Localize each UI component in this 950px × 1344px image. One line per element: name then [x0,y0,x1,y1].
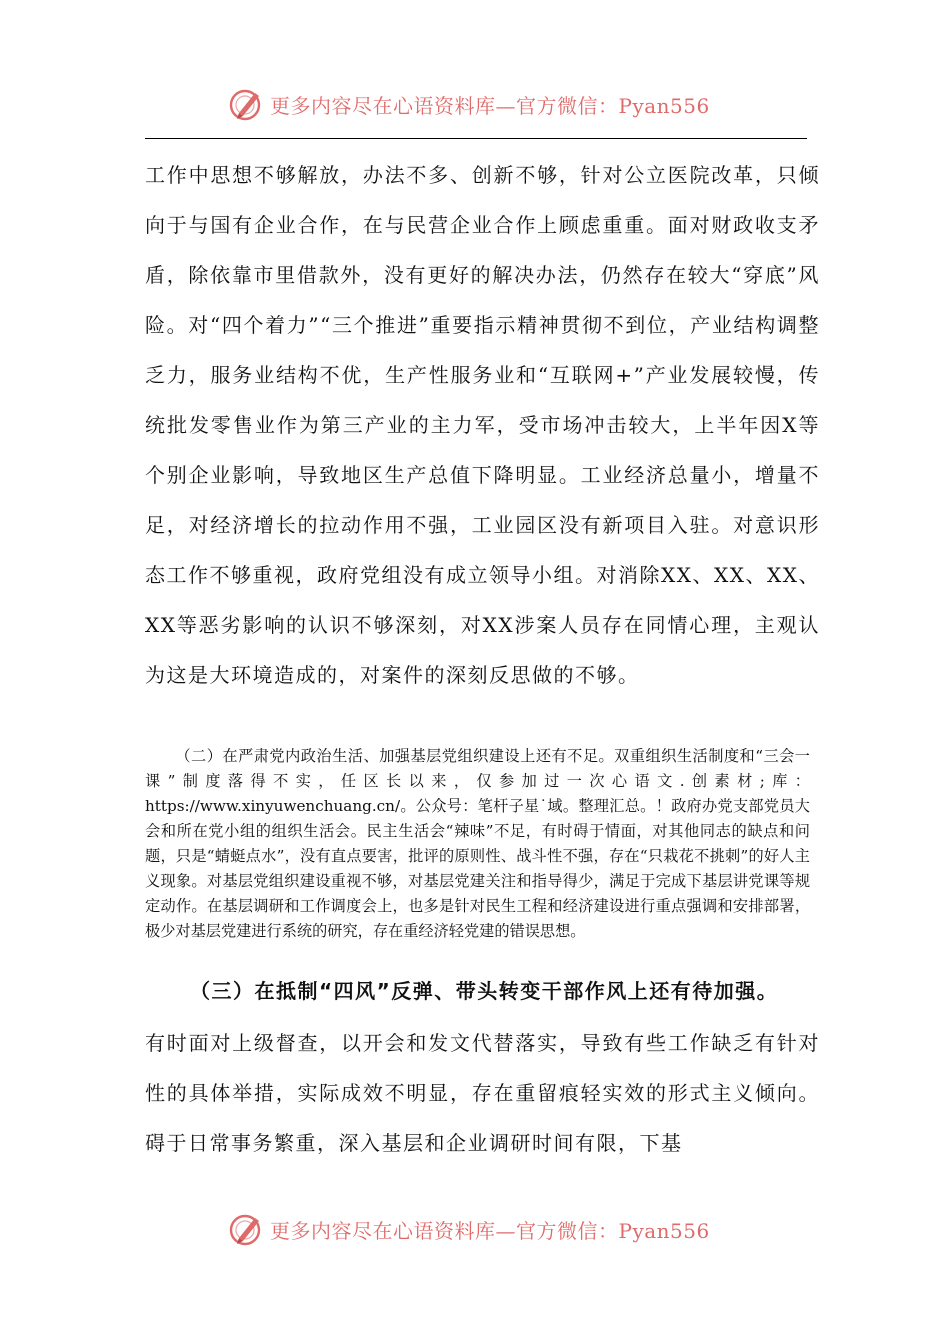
body-paragraph-continuation: 工作中思想不够解放，办法不多、创新不够，针对公立医院改革，只倾向于与国有企业合作，在与民营企业合作上顾虑重重。面对财政收支矛盾，除依靠市里借款外，没有更好的解决办法，仍然存在较大“穿底”风险。对“四个着力”“三个推进”重要指示精神贯彻不到位，产业结构调整乏力，服务业结构不优，生产性服务业和“互联网+”产业发展较慢，传统批发零售业作为第三产业的主力军，受市场冲击较大，上半年因X等个别企业影响，导致地区生产总值下降明显。工业经济总量小，增量不足，对经济增长的拉动作用不强，工业园区没有新项目入驻。对意识形态工作不够重视，政府党组没有成立领导小组。对消除XX、XX、XX、XX等恶劣影响的认识不够深刻，对XX涉案人员存在同情心理，主观认为这是大环境造成的，对案件的深刻反思做的不够。 [145,163,820,687]
section-two-paragraph: （二）在严肃党内政治生活、加强基层党组织建设上还有不足。双重组织生活制度和“三会一课”制度落得不实，任区长以来，仅参加过一次心语文.创素材;库：https://www.xinyuwenchuang.cn/。公众号：笔杆子星˙域。整理汇总。！政府办党支部党员大会和所在党小组的组织生活会。民主生活会“辣味”不足，有时碍于情面，对其他同志的缺点和问题，只是“蜻蜓点水”，没有直点要害，批评的原则性、战斗性不强，存在“只栽花不挑刺”的好人主义现象。对基层党组织建设重视不够，对基层党建关注和指导得少，满足于完成下基层讲党课等规定动作。在基层调研和工作调度会上，也多是针对民生工程和经济建设进行重点强调和安排部署，极少对基层党建进行系统的研究，存在重经济轻党建的错误思想。 [145,747,810,940]
header-banner [0,84,950,124]
section-three-heading: （三）在抵制“四风”反弹、带头转变干部作风上还有待加强。 [190,979,779,1003]
footer-banner-text: 更多内容尽在心语资料库—官方微信：Pyan556 [270,1218,710,1243]
header-banner-text: 更多内容尽在心语资料库—官方微信：Pyan556 [270,93,710,118]
header-divider [145,138,807,139]
footer-banner [0,1209,950,1249]
pen-on-circle-logo-icon [228,1211,264,1247]
section-three-paragraph: 有时面对上级督查，以开会和发文代替落实，导致有些工作缺乏有针对性的具体举措，实际成效不明显，存在重留痕轻实效的形式主义倾向。碍于日常事务繁重，深入基层和企业调研时间有限，下基 [145,1031,820,1155]
pen-on-circle-logo-icon [228,86,264,122]
